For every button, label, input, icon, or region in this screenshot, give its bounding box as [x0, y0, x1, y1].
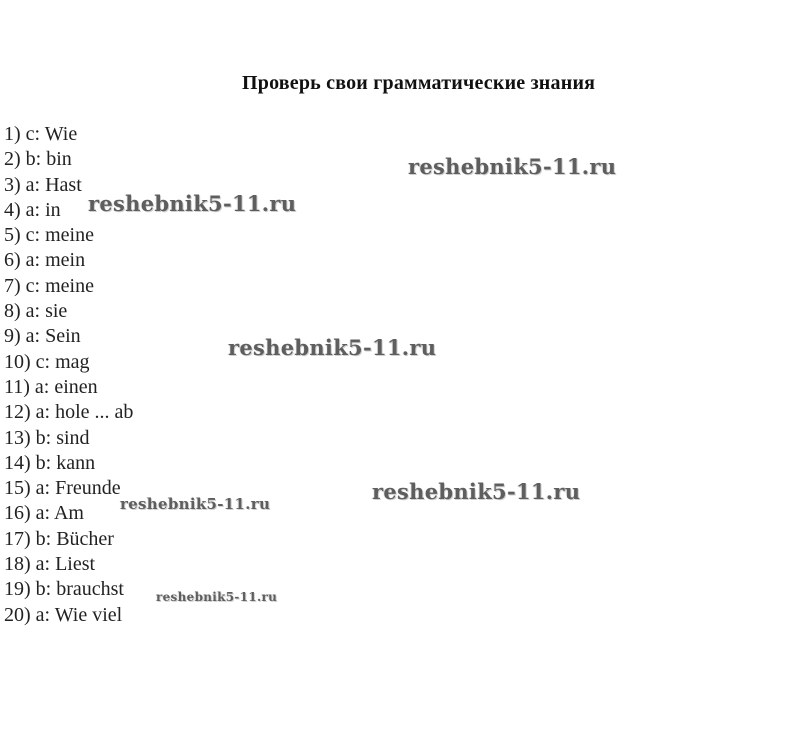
watermark: reshebnik5-11.ru	[228, 335, 437, 360]
answer-item-1: 1) c: Wie	[4, 123, 78, 145]
answer-item-3: 3) a: Hast	[4, 173, 82, 196]
answer-item-11: 11) a: einen	[4, 375, 98, 398]
watermark: reshebnik5-11.ru	[88, 191, 297, 216]
answer-item-18: 18) a: Liest	[4, 553, 96, 576]
answer-item-2: 2) b: bin	[4, 148, 72, 171]
answer-item-4: 4) a: in	[4, 198, 61, 221]
watermark: reshebnik5-11.ru	[372, 479, 581, 504]
answer-item-6: 6) a: mein	[4, 249, 86, 272]
answer-item-14: 14) b: kann	[4, 451, 96, 474]
answer-item-17: 17) b: Bücher	[4, 527, 114, 550]
answer-item-12: 12) a: hole ... ab	[4, 401, 134, 424]
answer-item-7: 7) c: meine	[4, 274, 94, 297]
answer-item-15: 15) a: Freunde	[4, 477, 121, 500]
answer-item-20: 20) a: Wie viel	[4, 603, 123, 626]
answer-item-19: 19) b: brauchst	[4, 578, 124, 601]
answer-item-16: 16) a: Am	[4, 502, 84, 525]
answer-item-13: 13) b: sind	[4, 426, 90, 449]
watermark: reshebnik5-11.ru	[120, 495, 271, 513]
watermark: reshebnik5-11.ru	[156, 590, 278, 604]
answer-item-9: 9) a: Sein	[4, 325, 81, 348]
page-title: Проверь свои грамматические знания	[242, 72, 596, 94]
answer-item-10: 10) c: mag	[4, 350, 90, 373]
answer-item-8: 8) a: sie	[4, 300, 68, 323]
answer-item-5: 5) c: meine	[4, 224, 94, 247]
watermark: reshebnik5-11.ru	[408, 154, 617, 179]
